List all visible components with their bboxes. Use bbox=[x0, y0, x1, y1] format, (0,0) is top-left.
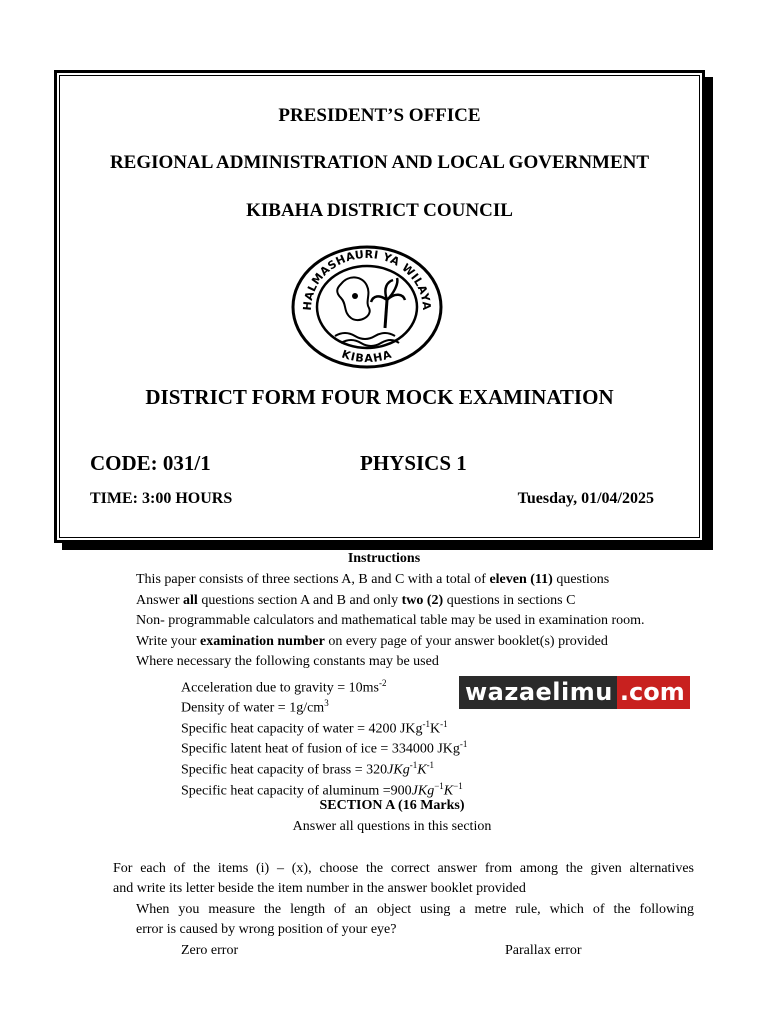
constant-water-heat-unit: K bbox=[430, 721, 441, 737]
constant-brass-unit1: JKg bbox=[387, 762, 410, 778]
constant-ice-exponent: -1 bbox=[459, 739, 468, 749]
instruction-4-text: Write your bbox=[136, 634, 200, 649]
constant-brass-exp2: -1 bbox=[426, 760, 435, 770]
question-1-option-parallax-error: Parallax error bbox=[505, 943, 582, 958]
constant-brass-unit2: K bbox=[417, 762, 427, 778]
instruction-2 bbox=[136, 592, 575, 610]
constant-water-heat-exp1: -1 bbox=[422, 719, 431, 729]
watermark-domain: .com bbox=[617, 676, 690, 709]
instruction-2-emphasis-two: two (2) bbox=[401, 593, 444, 608]
instruction-1-end: questions bbox=[552, 572, 610, 587]
section-a-intro-line-2: and write its letter beside the item number in the answer booklet provided bbox=[113, 881, 526, 896]
instruction-1 bbox=[136, 571, 609, 589]
constant-gravity-text: Acceleration due to gravity = 10ms bbox=[181, 680, 380, 696]
constant-aluminum-text: Specific heat capacity of aluminum =900 bbox=[181, 783, 412, 799]
instructions-heading: Instructions bbox=[347, 551, 421, 566]
section-a-subtitle: Answer all questions in this section bbox=[292, 819, 492, 834]
instruction-2-middle: questions section A and B and only bbox=[197, 593, 402, 608]
instruction-3: Non- programmable calculators and mathematical table may be used in examination room. bbox=[136, 613, 645, 628]
constant-aluminum-unit2: K bbox=[443, 783, 454, 799]
section-a-intro-line-1: For each of the items (i) – (x), choose the correct answer from among the given alternatives bbox=[113, 861, 694, 876]
constant-aluminum-exp1: −1 bbox=[434, 781, 444, 791]
cover-box bbox=[54, 70, 705, 543]
instruction-2-end: questions in sections C bbox=[443, 593, 576, 608]
question-1-line-1: When you measure the length of an object using a metre rule, which of the following bbox=[136, 902, 694, 917]
svg-text:KIBAHA bbox=[340, 348, 394, 366]
instruction-4-emphasis: examination number bbox=[199, 634, 325, 649]
watermark-name: wazaelimu bbox=[459, 676, 617, 709]
district-seal-logo bbox=[289, 244, 444, 370]
presidents-office-heading: PRESIDENT’S OFFICE bbox=[278, 105, 481, 126]
paper-code: CODE: 031/1 bbox=[90, 451, 211, 475]
constant-ice-text: Specific latent heat of fusion of ice = 334000 JKg bbox=[181, 741, 460, 757]
constant-brass-exp1: -1 bbox=[409, 760, 418, 770]
subject-title: PHYSICS 1 bbox=[360, 451, 467, 475]
instruction-2-emphasis-all: all bbox=[183, 593, 198, 608]
seal-text-bottom: KIBAHA bbox=[340, 347, 394, 366]
instruction-2-text: Answer bbox=[136, 593, 184, 608]
section-a-title: SECTION A (16 Marks) bbox=[319, 798, 465, 813]
constant-water-heat-exp2: -1 bbox=[440, 719, 448, 729]
exam-date: Tuesday, 01/04/2025 bbox=[517, 490, 654, 507]
constant-density-text: Density of water = 1g/cm bbox=[181, 700, 325, 716]
exam-title: DISTRICT FORM FOUR MOCK EXAMINATION bbox=[145, 385, 614, 409]
regional-admin-heading: REGIONAL ADMINISTRATION AND LOCAL GOVERNMENT bbox=[109, 152, 650, 173]
question-1-line-2: error is caused by wrong position of your eye? bbox=[136, 922, 397, 937]
instruction-1-emphasis: eleven (11) bbox=[489, 572, 553, 587]
instruction-5: Where necessary the following constants may be used bbox=[136, 654, 439, 669]
question-1-option-zero-error: Zero error bbox=[181, 943, 239, 958]
constant-aluminum-exp2: −1 bbox=[453, 781, 463, 791]
district-council-heading: KIBAHA DISTRICT COUNCIL bbox=[246, 200, 513, 221]
constant-water-heat-text: Specific heat capacity of water = 4200 JKg bbox=[181, 721, 423, 737]
wazaelimu-watermark-logo bbox=[459, 676, 689, 709]
constant-gravity-exponent: -2 bbox=[379, 678, 387, 688]
instruction-4 bbox=[136, 633, 608, 651]
constant-aluminum-unit1: JKg bbox=[411, 783, 435, 799]
instruction-1-text: This paper consists of three sections A, B and C with a total of bbox=[136, 572, 490, 587]
exam-duration: TIME: 3:00 HOURS bbox=[90, 490, 233, 507]
constant-density-exponent: 3 bbox=[324, 698, 329, 708]
constant-brass-text: Specific heat capacity of brass = 320 bbox=[181, 762, 388, 778]
instruction-4-end: on every page of your answer booklet(s) provided bbox=[324, 634, 608, 649]
seal-text-top: HALMASHAURI YA WILAYA bbox=[300, 247, 434, 312]
